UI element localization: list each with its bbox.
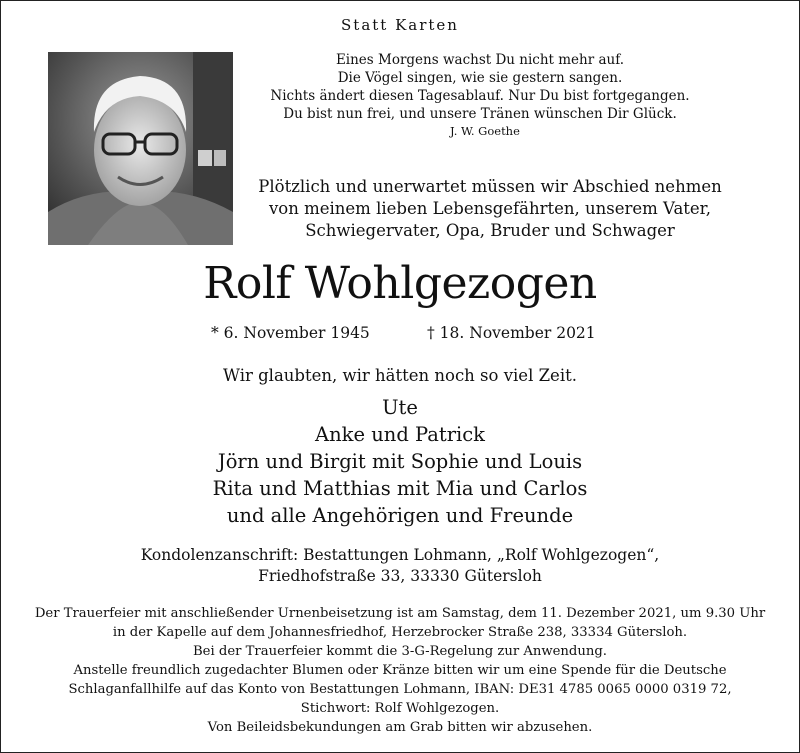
- condolence-line: Kondolenzanschrift: Bestattungen Lohmann, „Rolf Wohlgezogen“,: [140, 546, 660, 564]
- announcement-line: Plötzlich und unerwartet müssen wir Abschied nehmen: [258, 177, 722, 196]
- service-line: Anstelle freundlich zugedachter Blumen oder Kränze bitten wir um eine Spende für die Deutsche: [73, 663, 727, 678]
- portrait-photo: [48, 52, 233, 245]
- mourner-line: Ute: [382, 396, 418, 419]
- service-line: Der Trauerfeier mit anschließender Urnenbeisetzung ist am Samstag, dem 11. Dezember 2021, um 9.30 Uhr: [34, 606, 766, 621]
- condolence-address: [0, 545, 800, 587]
- poem: [250, 51, 710, 123]
- portrait-image: [48, 52, 233, 245]
- quote: Wir glaubten, wir hätten noch so viel Zeit.: [223, 366, 577, 385]
- service-line: in der Kapelle auf dem Johannesfriedhof, Herzebrocker Straße 238, 33334 Gütersloh.: [112, 625, 688, 640]
- announcement-line: Schwiegervater, Opa, Bruder und Schwager: [305, 221, 675, 240]
- mourner-line: Jörn und Birgit mit Sophie und Louis: [217, 450, 583, 473]
- poem-line: Du bist nun frei, und unsere Tränen wünschen Dir Glück.: [283, 106, 677, 122]
- birth-date: * 6. November 1945: [211, 324, 370, 342]
- mourner-line: Anke und Patrick: [315, 423, 485, 446]
- service-details: [0, 604, 800, 737]
- service-line: Stichwort: Rolf Wohlgezogen.: [300, 701, 500, 716]
- announcement: [240, 176, 740, 242]
- mourner-line: und alle Angehörigen und Freunde: [226, 504, 574, 527]
- deceased-name: Rolf Wohlgezogen: [203, 258, 597, 309]
- death-date: † 18. November 2021: [427, 324, 596, 342]
- header-statt-karten: Statt Karten: [341, 16, 459, 34]
- service-line: Schlaganfallhilfe auf das Konto von Bestattungen Lohmann, IBAN: DE31 4785 0065 0000 0319 72,: [68, 682, 732, 697]
- poem-line: Die Vögel singen, wie sie gestern sangen.: [337, 70, 623, 86]
- announcement-line: von meinem lieben Lebensgefährten, unserem Vater,: [268, 199, 712, 218]
- poem-line: Nichts ändert diesen Tagesablauf. Nur Du bist fortgegangen.: [270, 88, 690, 104]
- poem-line: Eines Morgens wachst Du nicht mehr auf.: [335, 52, 625, 68]
- poem-author: J. W. Goethe: [450, 124, 520, 138]
- service-line: Von Beileidsbekundungen am Grab bitten wir abzusehen.: [207, 720, 593, 735]
- mourners-list: [0, 394, 800, 529]
- condolence-line: Friedhofstraße 33, 33330 Gütersloh: [258, 567, 542, 585]
- mourner-line: Rita und Matthias mit Mia und Carlos: [212, 477, 588, 500]
- service-line: Bei der Trauerfeier kommt die 3-G-Regelung zur Anwendung.: [192, 644, 607, 659]
